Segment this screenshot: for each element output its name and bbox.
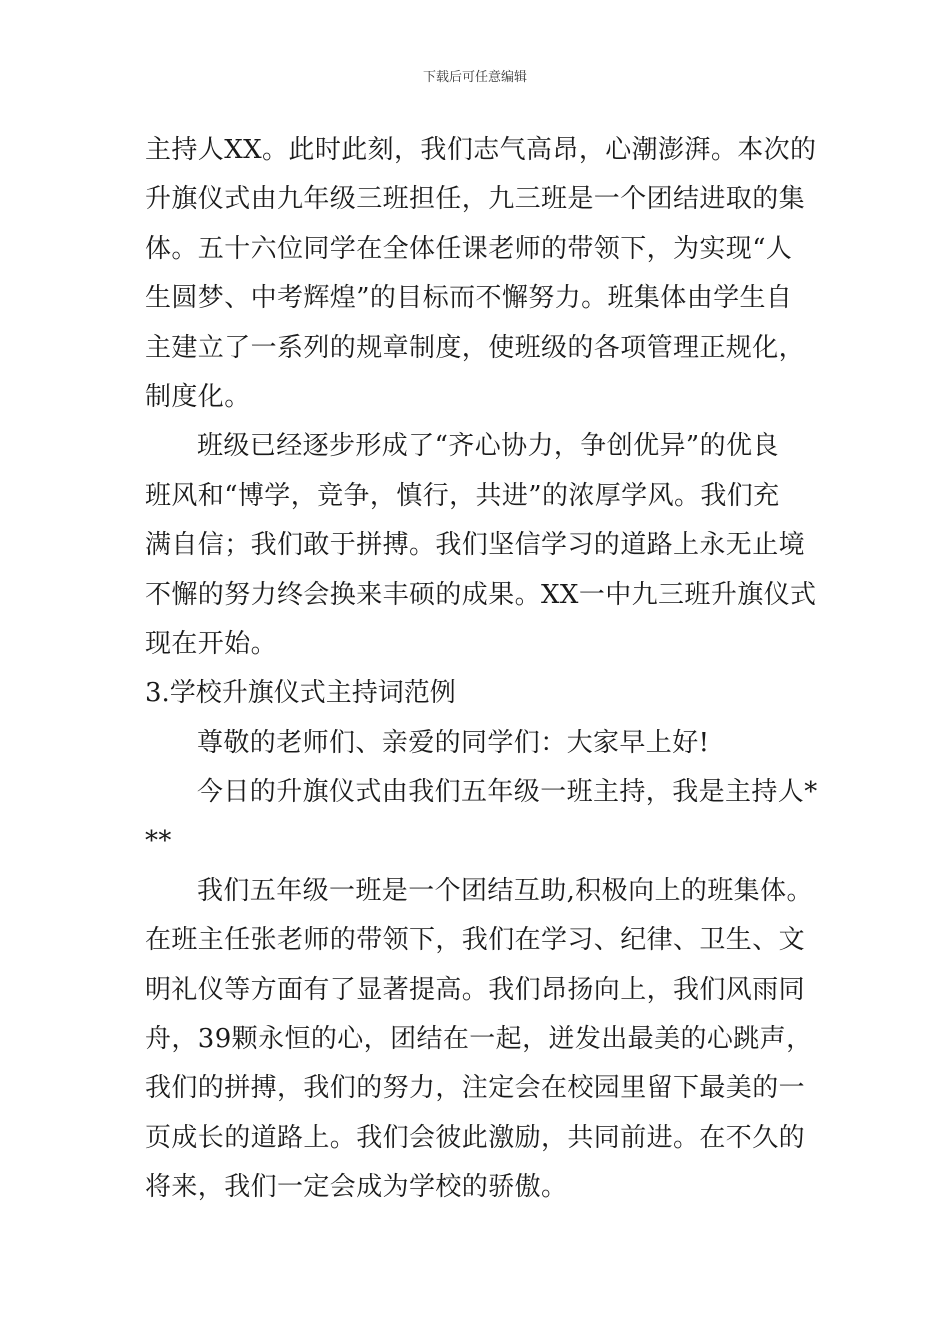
text-line: 今日的升旗仪式由我们五年级一班主持，我是主持人* [197, 777, 818, 808]
text-line: 将来，我们一定会成为学校的骄傲。 [145, 1172, 568, 1203]
section-heading: 3.学校升旗仪式主持词范例 [145, 678, 456, 709]
text-line: 班风和“博学，竞争，慎行，共进”的浓厚学风。我们充 [145, 480, 780, 511]
paragraph [145, 867, 813, 1213]
text-line: 满自信；我们敢于拼搏。我们坚信学习的道路上永无止境 [145, 530, 806, 561]
text-line: 制度化。 [145, 381, 251, 412]
text-line: 不懈的努力终会换来丰硕的成果。XX一中九三班升旗仪式 [145, 579, 817, 610]
text-line: 升旗仪式由九年级三班担任，九三班是一个团结进取的集 [145, 184, 806, 215]
text-line: 主持人XX。此时此刻，我们志气高昂，心潮澎湃。本次的 [145, 135, 817, 165]
text-line: 现在开始。 [145, 628, 278, 659]
text-line: ** [145, 826, 172, 857]
text-line: 我们五年级一班是一个团结互助,积极向上的班集体。 [197, 875, 813, 906]
text-line: 班级已经逐步形成了“齐心协力，争创优异”的优良 [197, 431, 779, 462]
paragraph [145, 126, 817, 422]
paragraph [145, 768, 818, 867]
paragraph [145, 719, 810, 768]
text-line: 体。五十六位同学在全体任课老师的带领下，为实现“人 [145, 233, 793, 264]
text-line: 明礼仪等方面有了显著提高。我们昂扬向上，我们风雨同 [145, 974, 806, 1005]
paragraph [145, 422, 817, 669]
text-line: 主建立了一系列的规章制度，使班级的各项管理正规化， [145, 332, 806, 363]
page-header: 下载后可任意编辑 [422, 70, 527, 85]
text-line: 我们的拼搏，我们的努力，注定会在校园里留下最美的一 [145, 1073, 806, 1104]
text-line: 页成长的道路上。我们会彼此激励，共同前进。在不久的 [145, 1122, 806, 1153]
text-line: 尊敬的老师们、亲爱的同学们：大家早上好! [197, 727, 710, 758]
text-line: 生圆梦、中考辉煌”的目标而不懈努力。班集体由学生自 [145, 283, 793, 314]
document-body [145, 126, 818, 1213]
text-line: 在班主任张老师的带领下，我们在学习、纪律、卫生、文 [145, 925, 806, 956]
text-line: 舟，39颗永恒的心，团结在一起，迸发出最美的心跳声， [145, 1024, 813, 1055]
